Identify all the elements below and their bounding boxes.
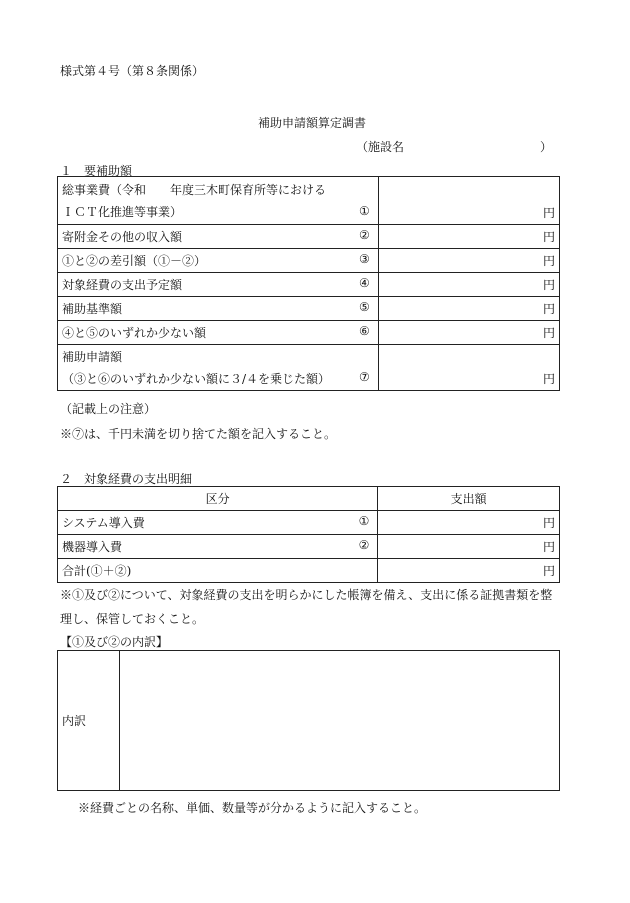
breakdown-table — [57, 650, 560, 791]
expenditure-note-line2: 理し、保管しておくこと。 — [60, 612, 205, 626]
amount-cell[interactable]: 円 — [378, 511, 560, 535]
row-difference: ①と②の差引額（①－②） ③ — [58, 249, 379, 273]
amount-cell[interactable]: 円 — [378, 225, 559, 249]
table-row — [58, 177, 560, 225]
amount-cell[interactable]: 円 — [378, 535, 560, 559]
table-row — [58, 535, 560, 559]
amount-cell[interactable]: 円 — [378, 273, 559, 297]
table-header-row — [58, 487, 560, 511]
circled-number: ③ — [359, 252, 370, 266]
breakdown-content-cell[interactable] — [119, 651, 559, 791]
required-subsidy-table — [57, 176, 560, 391]
amount-cell[interactable]: 円 — [378, 559, 560, 583]
circled-number: ② — [358, 538, 370, 552]
document-title: 補助申請額算定調書 — [258, 116, 367, 130]
section2-heading: ２ 対象経費の支出明細 — [60, 472, 193, 486]
amount-cell[interactable]: 円 — [378, 345, 559, 391]
row-subsidy-standard: 補助基準額 ⑤ — [58, 297, 379, 321]
breakdown-label: 内訳 — [58, 651, 120, 791]
breakdown-note: ※経費ごとの名称、単価、数量等が分かるように記入すること。 — [78, 801, 427, 815]
section1-heading: １ 要補助額 — [60, 164, 133, 178]
table-row — [58, 225, 560, 249]
table-row — [58, 297, 560, 321]
circled-number: ② — [359, 228, 370, 242]
facility-name-open: （施設名 — [356, 140, 405, 154]
table-row — [58, 559, 560, 583]
circled-number: ⑥ — [359, 324, 370, 338]
circled-number: ① — [358, 514, 370, 528]
note-text: ※⑦は、千円未満を切り捨てた額を記入すること。 — [60, 427, 337, 441]
row-system-cost: システム導入費 ① — [58, 511, 378, 535]
table-row — [58, 345, 560, 391]
col-header-category: 区分 — [58, 487, 378, 511]
row-planned-expenditure: 対象経費の支出予定額 ④ — [58, 273, 379, 297]
row-total: 合計(①＋②) — [58, 559, 378, 583]
circled-number: ⑦ — [359, 370, 370, 384]
amount-cell[interactable]: 円 — [378, 249, 559, 273]
circled-number: ④ — [359, 276, 370, 290]
note-heading: （記載上の注意） — [60, 402, 157, 416]
facility-name-close: ） — [540, 140, 553, 154]
breakdown-heading: 【①及び②の内訳】 — [60, 635, 169, 649]
form-number: 様式第４号（第８条関係） — [60, 64, 205, 78]
table-row — [58, 321, 560, 345]
table-row — [58, 249, 560, 273]
amount-cell[interactable]: 円 — [378, 297, 559, 321]
amount-cell[interactable]: 円 — [378, 321, 559, 345]
row-subsidy-request: 補助申請額 （③と⑥のいずれか少ない額に３/４を乗じた額） ⑦ — [58, 345, 379, 391]
table-row — [58, 511, 560, 535]
table-row — [58, 651, 560, 791]
col-header-amount: 支出額 — [378, 487, 560, 511]
row-lesser-amount: ④と⑤のいずれか少ない額 ⑥ — [58, 321, 379, 345]
table-row — [58, 273, 560, 297]
row-donation-income: 寄附金その他の収入額 ② — [58, 225, 379, 249]
circled-number: ⑤ — [359, 300, 370, 314]
expenditure-table — [57, 486, 560, 583]
circled-number: ① — [359, 204, 370, 218]
expenditure-note-line1: ※①及び②について、対象経費の支出を明らかにした帳簿を備え、支出に係る証拠書類を整 — [60, 588, 553, 602]
amount-cell[interactable]: 円 — [378, 177, 559, 225]
row-total-project-cost: 総事業費（令和 年度三木町保育所等における ＩＣＴ化推進等事業） ① — [58, 177, 379, 225]
row-equipment-cost: 機器導入費 ② — [58, 535, 378, 559]
